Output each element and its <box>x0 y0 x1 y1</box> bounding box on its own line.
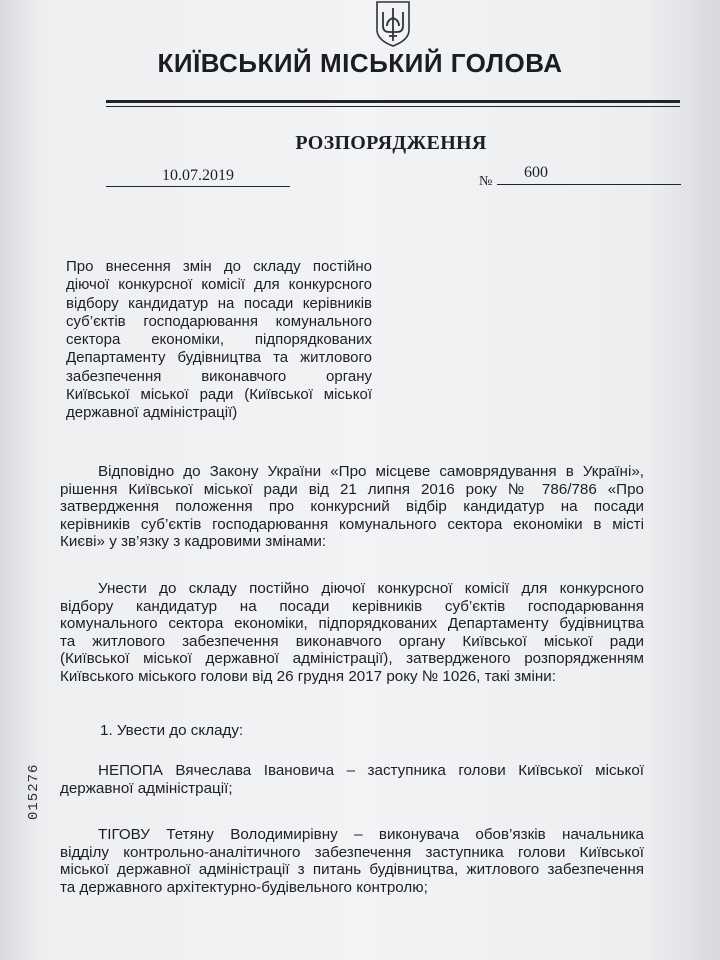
registration-stamp: 015276 <box>26 763 42 820</box>
text-line: рішення Київської міської ради від 21 липня 2016 року № 786/786 «Про <box>60 480 644 498</box>
subject-line: забезпечення виконавчого органу <box>66 367 372 385</box>
subject-line: діючої конкурсної комісії для конкурсного <box>66 276 372 294</box>
list-item-heading: 1. Увести до складу: <box>100 722 244 739</box>
document-type: РОЗПОРЯДЖЕННЯ <box>295 132 487 154</box>
subject-line: сектора економіки, підпорядкованих <box>66 331 372 349</box>
subject-line: Київської міської ради (Київської міської <box>66 386 372 404</box>
text-line: та житлового забезпечення виконавчого органу Київської міської ради <box>60 632 644 650</box>
member-paragraph <box>60 762 644 797</box>
subject-line: Департаменту будівництва та житлового <box>66 349 372 367</box>
text-line: затвердження положення про конкурсний відбір кандидатур на посади <box>60 498 644 516</box>
text-line: Києві» у зв’язку з кадровими змінами: <box>60 533 327 551</box>
text-line: та державного архітектурно-будівельного контролю; <box>60 878 428 896</box>
order-paragraph <box>60 580 644 686</box>
number-field <box>497 162 681 185</box>
text-line: ТІГОВУ Тетяну Володимирівну – виконувача обов’язків начальника <box>98 826 644 843</box>
text-line: Київського міського голови від 26 грудня 2017 року № 1026, такі зміни: <box>60 667 556 685</box>
header-rule-thick <box>106 100 680 103</box>
preamble-paragraph <box>60 463 644 551</box>
date-field <box>106 166 290 187</box>
subject-line: Про внесення змін до складу постійно <box>66 258 372 275</box>
text-line: відбору кандидатур на посади керівників суб’єктів господарювання <box>60 597 644 615</box>
member-paragraph <box>60 826 644 896</box>
subject-line: суб’єктів господарювання комунального <box>66 312 372 330</box>
document-subject <box>66 258 372 423</box>
text-line: відділу контрольно-аналітичного забезпечення заступника голови Київської <box>60 843 644 861</box>
header-rule-thin <box>106 106 680 107</box>
text-line: Унести до складу постійно діючої конкурсної комісії для конкурсного <box>98 580 644 597</box>
document-number: 600 <box>524 164 548 181</box>
subject-line: державної адміністрації) <box>66 404 238 422</box>
text-line: державної адміністрації; <box>60 779 233 797</box>
trident-emblem-icon <box>371 0 415 48</box>
text-line: (Київської міської державної адміністрації), затвердженого розпорядженням <box>60 650 644 668</box>
document-date: 10.07.2019 <box>162 167 234 184</box>
issuer-title: КИЇВСЬКИЙ МІСЬКИЙ ГОЛОВА <box>157 48 563 78</box>
subject-line: відбору кандидатур на посади керівників <box>66 294 372 312</box>
text-line: Відповідно до Закону України «Про місцеве самоврядування в Україні», <box>98 463 644 480</box>
text-line: НЕПОПА Вячеслава Івановича – заступника голови Київської міської <box>98 762 644 779</box>
number-label: № <box>479 174 493 189</box>
text-line: міської державної адміністрації з питань будівництва, житлового забезпечення <box>60 861 644 879</box>
text-line: керівників суб’єктів господарювання комунального сектора економіки в місті <box>60 515 644 533</box>
text-line: комунального сектора економіки, підпорядкованих Департаменту будівництва <box>60 615 644 633</box>
